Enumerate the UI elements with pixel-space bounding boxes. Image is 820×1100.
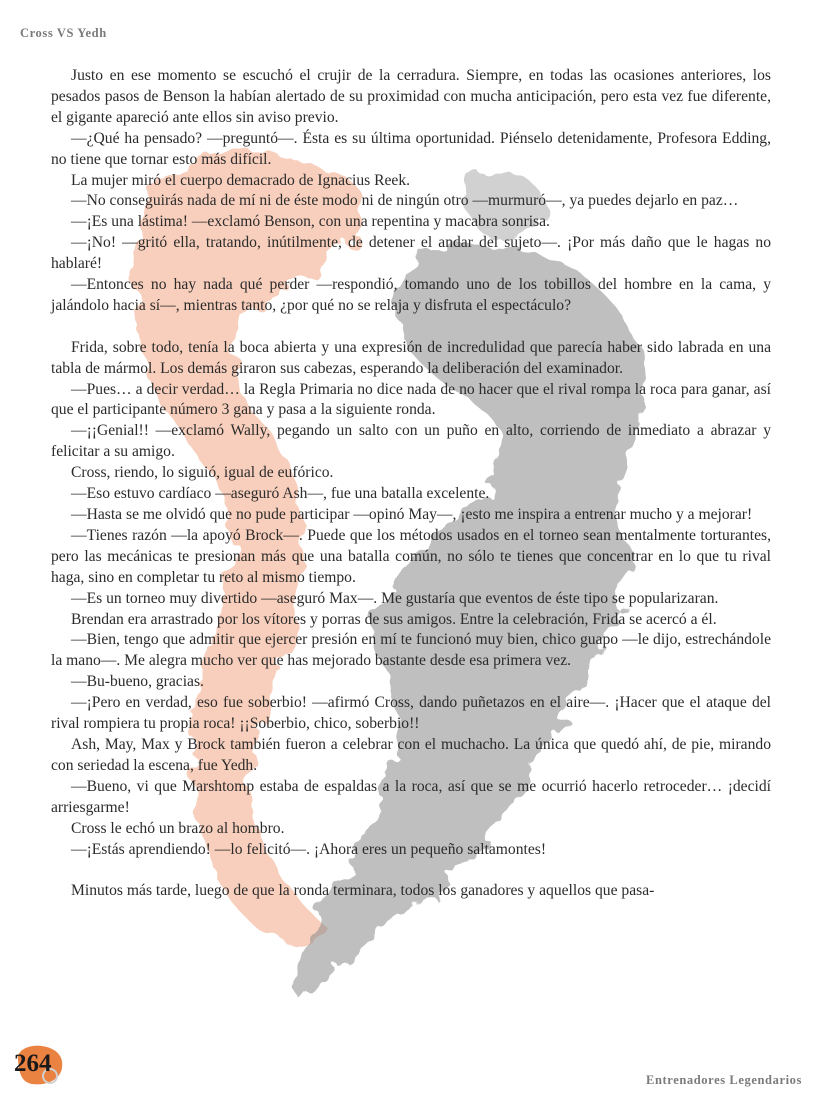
paragraph: —¡No! —gritó ella, tratando, inútilmente, de detener el andar del sujeto—. ¡Por más daño que le hagas no hablaré! bbox=[51, 234, 771, 273]
paragraph: —No conseguirás nada de mí ni de éste modo ni de ningún otro —murmuró—, ya puedes dejarlo en paz… bbox=[71, 192, 739, 210]
paragraph: Minutos más tarde, luego de que la ronda terminara, todos los ganadores y aquellos que pasa- bbox=[71, 882, 655, 900]
paragraph: Ash, May, Max y Brock también fueron a celebrar con el muchacho. La única que quedó ahí, de pie, mirando con seriedad la escena, fue Yedh. bbox=[51, 735, 771, 774]
paragraph: —¡Es una lástima! —exclamó Benson, con una repentina y macabra sonrisa. bbox=[71, 213, 550, 231]
paragraph: —¡Estás aprendiendo! —lo felicitó—. ¡Ahora eres un pequeño saltamontes! bbox=[71, 840, 547, 858]
paragraph: Brendan era arrastrado por los vítores y porras de sus amigos. Entre la celebración, Frida se acercó a él. bbox=[71, 610, 717, 628]
paragraph: —Hasta se me olvidó que no pude participar —opinó May—, ¡esto me inspira a entrenar mucho y a mejorar! bbox=[71, 506, 753, 524]
paragraph: —Es un torneo muy divertido —aseguró Max—. Me gustaría que eventos de éste tipo se popularizaran. bbox=[71, 589, 719, 607]
paragraph: Cross le echó un brazo al hombro. bbox=[71, 819, 285, 837]
running-foot: Entrenadores Legendarios bbox=[646, 1073, 802, 1087]
paragraph: La mujer miró el cuerpo demacrado de Ignacius Reek. bbox=[71, 171, 411, 189]
paragraph: —Bu-bueno, gracias. bbox=[71, 673, 204, 691]
page-number: 264 bbox=[14, 1050, 52, 1077]
running-head: Cross VS Yedh bbox=[20, 26, 107, 40]
paragraph: —Tienes razón —la apoyó Brock—. Puede que los métodos usados en el torneo sean mentalmente torturantes, pero las mecánicas te presionan más que una batalla común, no sólo te tienes que concentrar en lo que tu rival haga, sino en completar tu reto al mismo tiempo. bbox=[51, 526, 771, 586]
paragraph: Cross, riendo, lo siguió, igual de eufórico. bbox=[71, 464, 334, 482]
paragraph: Frida, sobre todo, tenía la boca abierta y una expresión de incredulidad que parecía haber sido labrada en una tabla de mármol. Los demás giraron sus cabezas, esperando la deliberación del examinador. bbox=[51, 338, 771, 377]
paragraph: —Pues… a decir verdad… la Regla Primaria no dice nada de no hacer que el rival rompa la roca para ganar, así que el participante número 3 gana y pasa a la siguiente ronda. bbox=[51, 380, 771, 419]
paragraph: —¡Pero en verdad, eso fue soberbio! —afirmó Cross, dando puñetazos en el aire—. ¡Hacer que el ataque del rival rompiera tu propia roca! ¡¡Soberbio, chico, soberbio!! bbox=[51, 694, 771, 733]
paragraph: Justo en ese momento se escuchó el crujir de la cerradura. Siempre, en todas las ocasiones anteriores, los pesados pasos de Benson la habían alertado de su proximidad con mucha anticipación, pero esta vez fue diferente, el gigante apareció ante ellos sin aviso previo. bbox=[51, 67, 771, 126]
paragraph: —¡¡Genial!! —exclamó Wally, pegando un salto con un puño en alto, corriendo de inmediato a abrazar y felicitar a su amigo. bbox=[51, 422, 771, 461]
paragraph: —Bien, tengo que admitir que ejercer presión en mí te funcionó muy bien, chico guapo —le dijo, estrechándole la mano—. Me alegra mucho ver que has mejorado bastante desde esa primera vez. bbox=[51, 631, 771, 670]
paragraph: —Bueno, vi que Marshtomp estaba de espaldas a la roca, así que se me ocurrió hacerlo retroceder… ¡decidí arriesgarme! bbox=[51, 777, 771, 816]
paragraph: —¿Qué ha pensado? —preguntó—. Ésta es su última oportunidad. Piénselo detenidamente, Profesora Edding, no tiene que tornar esto más difícil. bbox=[51, 129, 771, 168]
body-text bbox=[51, 66, 771, 902]
paragraph: —Entonces no hay nada qué perder —respondió, tomando uno de los tobillos del hombre en la cama, y jalándolo hacia sí—, mientras tanto, ¿por qué no se relaja y disfruta el espectáculo? bbox=[51, 276, 771, 314]
paragraph: —Eso estuvo cardíaco —aseguró Ash—, fue una batalla excelente. bbox=[71, 485, 490, 503]
